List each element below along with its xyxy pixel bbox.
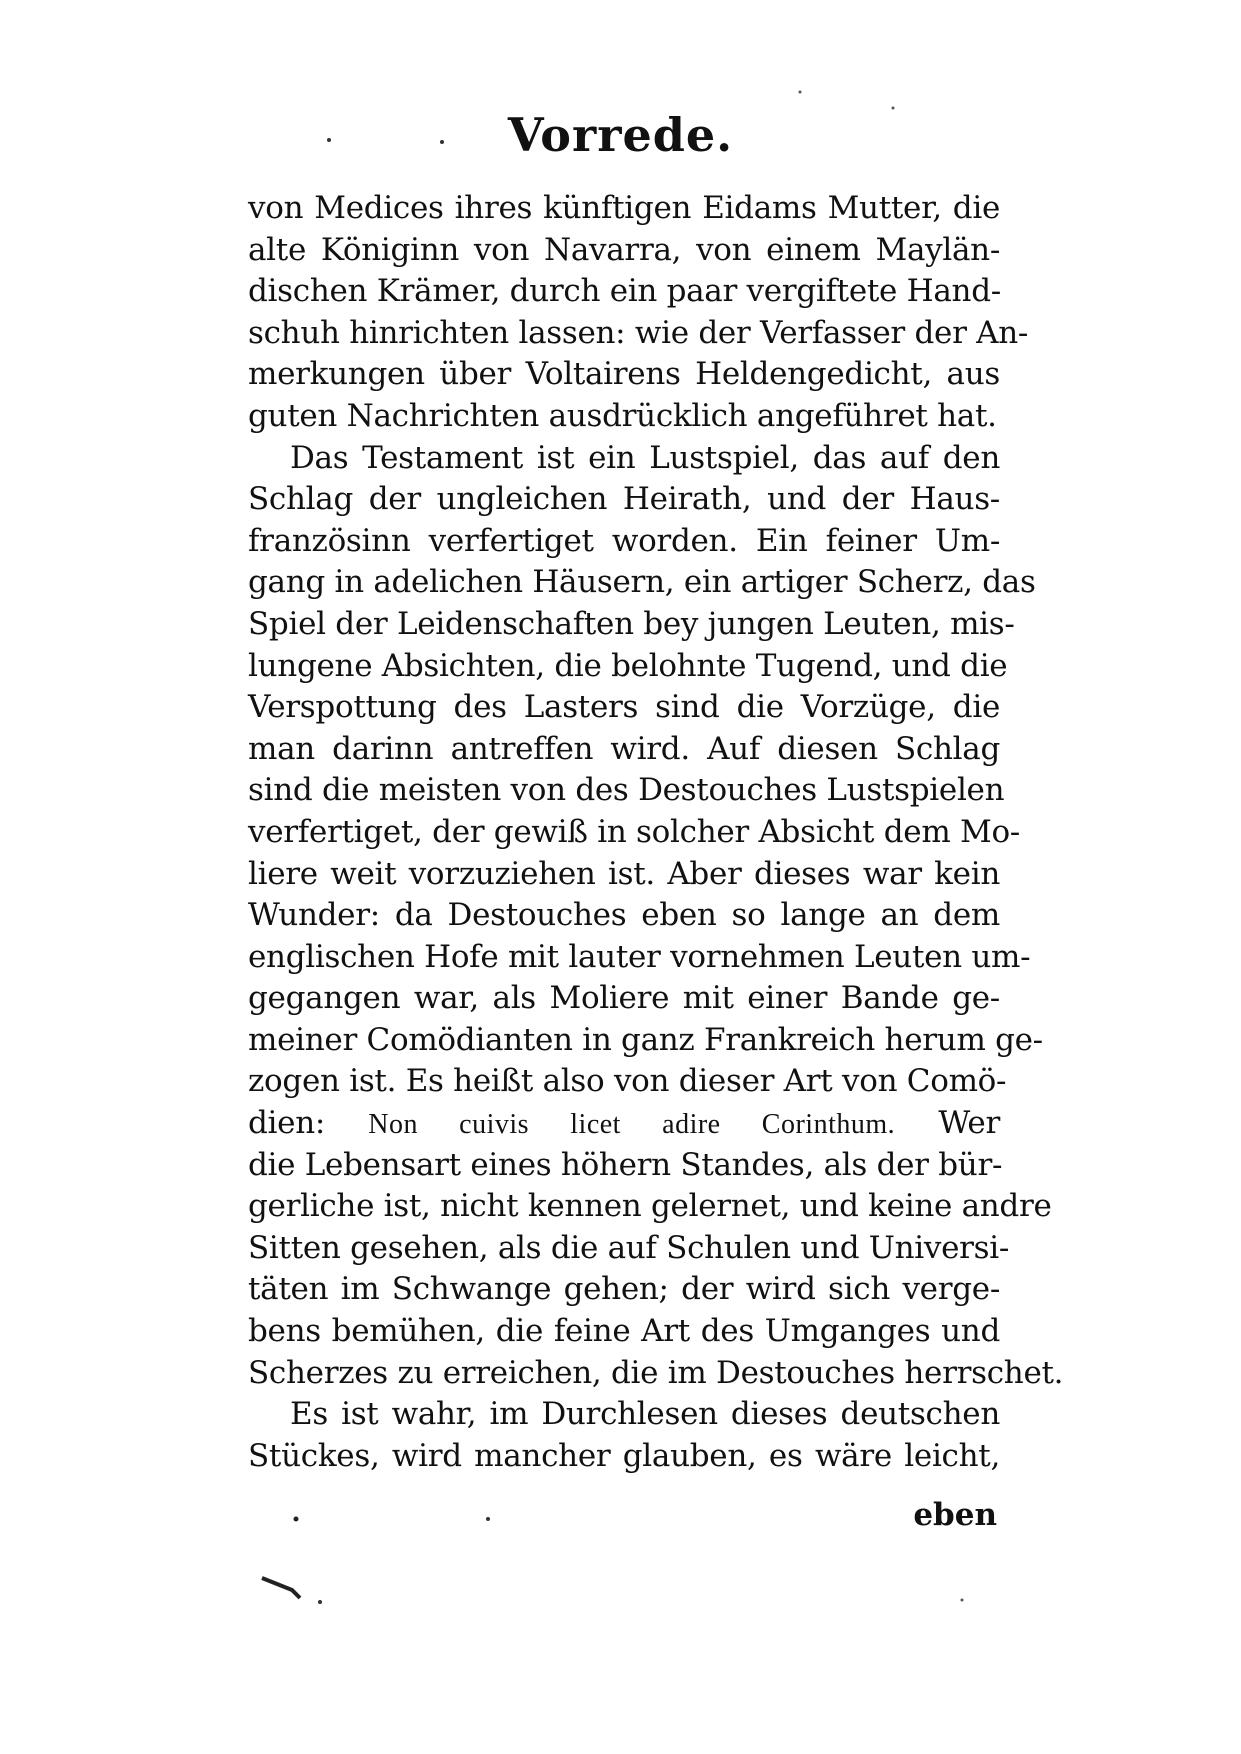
speck: [294, 1517, 299, 1522]
catchword: eben: [913, 1497, 997, 1533]
text-line: gang in adelichen Häusern, ein artiger Scherz, das: [248, 564, 1036, 601]
paragraph-start-line: Es ist wahr, im Durchlesen dieses deutschen: [290, 1396, 1000, 1433]
text-line: guten Nachrichten ausdrücklich angeführet hat.: [248, 397, 997, 434]
text-line: schuh hinrichten lassen: wie der Verfasser der An-: [248, 314, 1029, 351]
text-line: von Medices ihres künftigen Eidams Mutter, die: [248, 190, 1000, 226]
text-line: Spiel der Leidenschaften bey jungen Leuten, mis-: [248, 605, 1015, 642]
text-line: Wunder: da Destouches eben so lange an dem: [248, 897, 1000, 934]
text-line: man darinn antreffen wird. Auf diesen Schlag: [248, 730, 1000, 767]
text-line: französinn verfertiget worden. Ein feiner Um-: [248, 522, 1000, 559]
text-line: meiner Comödianten in ganz Frankreich herum ge-: [248, 1021, 1043, 1058]
text-line: Scherzes zu erreichen, die im Destouches herrschet.: [248, 1354, 1064, 1391]
text-line: Stückes, wird mancher glauben, es wäre leicht,: [248, 1437, 1000, 1474]
body-text: [248, 188, 1064, 1477]
text-line: dischen Krämer, durch ein paar vergiftete Hand-: [248, 273, 1001, 310]
latin-line-suffix: Wer: [938, 1105, 1000, 1142]
paragraph-start-line: Das Testament ist ein Lustspiel, das auf den: [290, 439, 1000, 476]
text-line: Sitten gesehen, als die auf Schulen und Universi-: [248, 1229, 1010, 1266]
text-line: liere weit vorzuziehen ist. Aber dieses war kein: [248, 855, 1000, 892]
text-line: Verspottung des Lasters sind die Vorzüge, die: [248, 689, 1000, 726]
text-line: zogen ist. Es heißt also von dieser Art von Comö-: [248, 1063, 1007, 1100]
speck: [262, 1578, 300, 1598]
speck: [799, 91, 802, 94]
text-line: Schlag der ungleichen Heirath, und der Haus-: [248, 481, 1000, 518]
text-line: sind die meisten von des Destouches Lustspielen: [248, 772, 1005, 809]
text-line: täten im Schwange gehen; der wird sich verge-: [248, 1271, 1000, 1308]
text-line: lungene Absichten, die belohnte Tugend, und die: [248, 647, 1008, 684]
speck: [318, 1600, 322, 1604]
speck: [486, 1517, 490, 1521]
text-line: gerliche ist, nicht kennen gelernet, und keine andre: [248, 1188, 1052, 1225]
text-line: alte Königinn von Navarra, von einem Maylän-: [248, 231, 1000, 268]
latin-quotation: Non cuivis licet adire Corinthum.: [368, 1109, 896, 1141]
speck: [961, 1599, 964, 1602]
text-line: verfertiget, der gewiß in solcher Absicht dem Mo-: [248, 813, 1020, 850]
latin-line-prefix: dien:: [248, 1105, 326, 1142]
text-line: bens bemühen, die feine Art des Umganges und: [248, 1313, 1000, 1350]
text-line: englischen Hofe mit lauter vornehmen Leuten um-: [248, 938, 1031, 975]
text-line: merkungen über Voltairens Heldengedicht, aus: [248, 356, 1000, 393]
latin-quote-line: [248, 1103, 1000, 1145]
text-line: die Lebensart eines höhern Standes, als der bür-: [248, 1146, 1003, 1183]
text-line: gegangen war, als Moliere mit einer Bande ge-: [248, 980, 1000, 1017]
running-header: Vorrede.: [507, 108, 734, 162]
